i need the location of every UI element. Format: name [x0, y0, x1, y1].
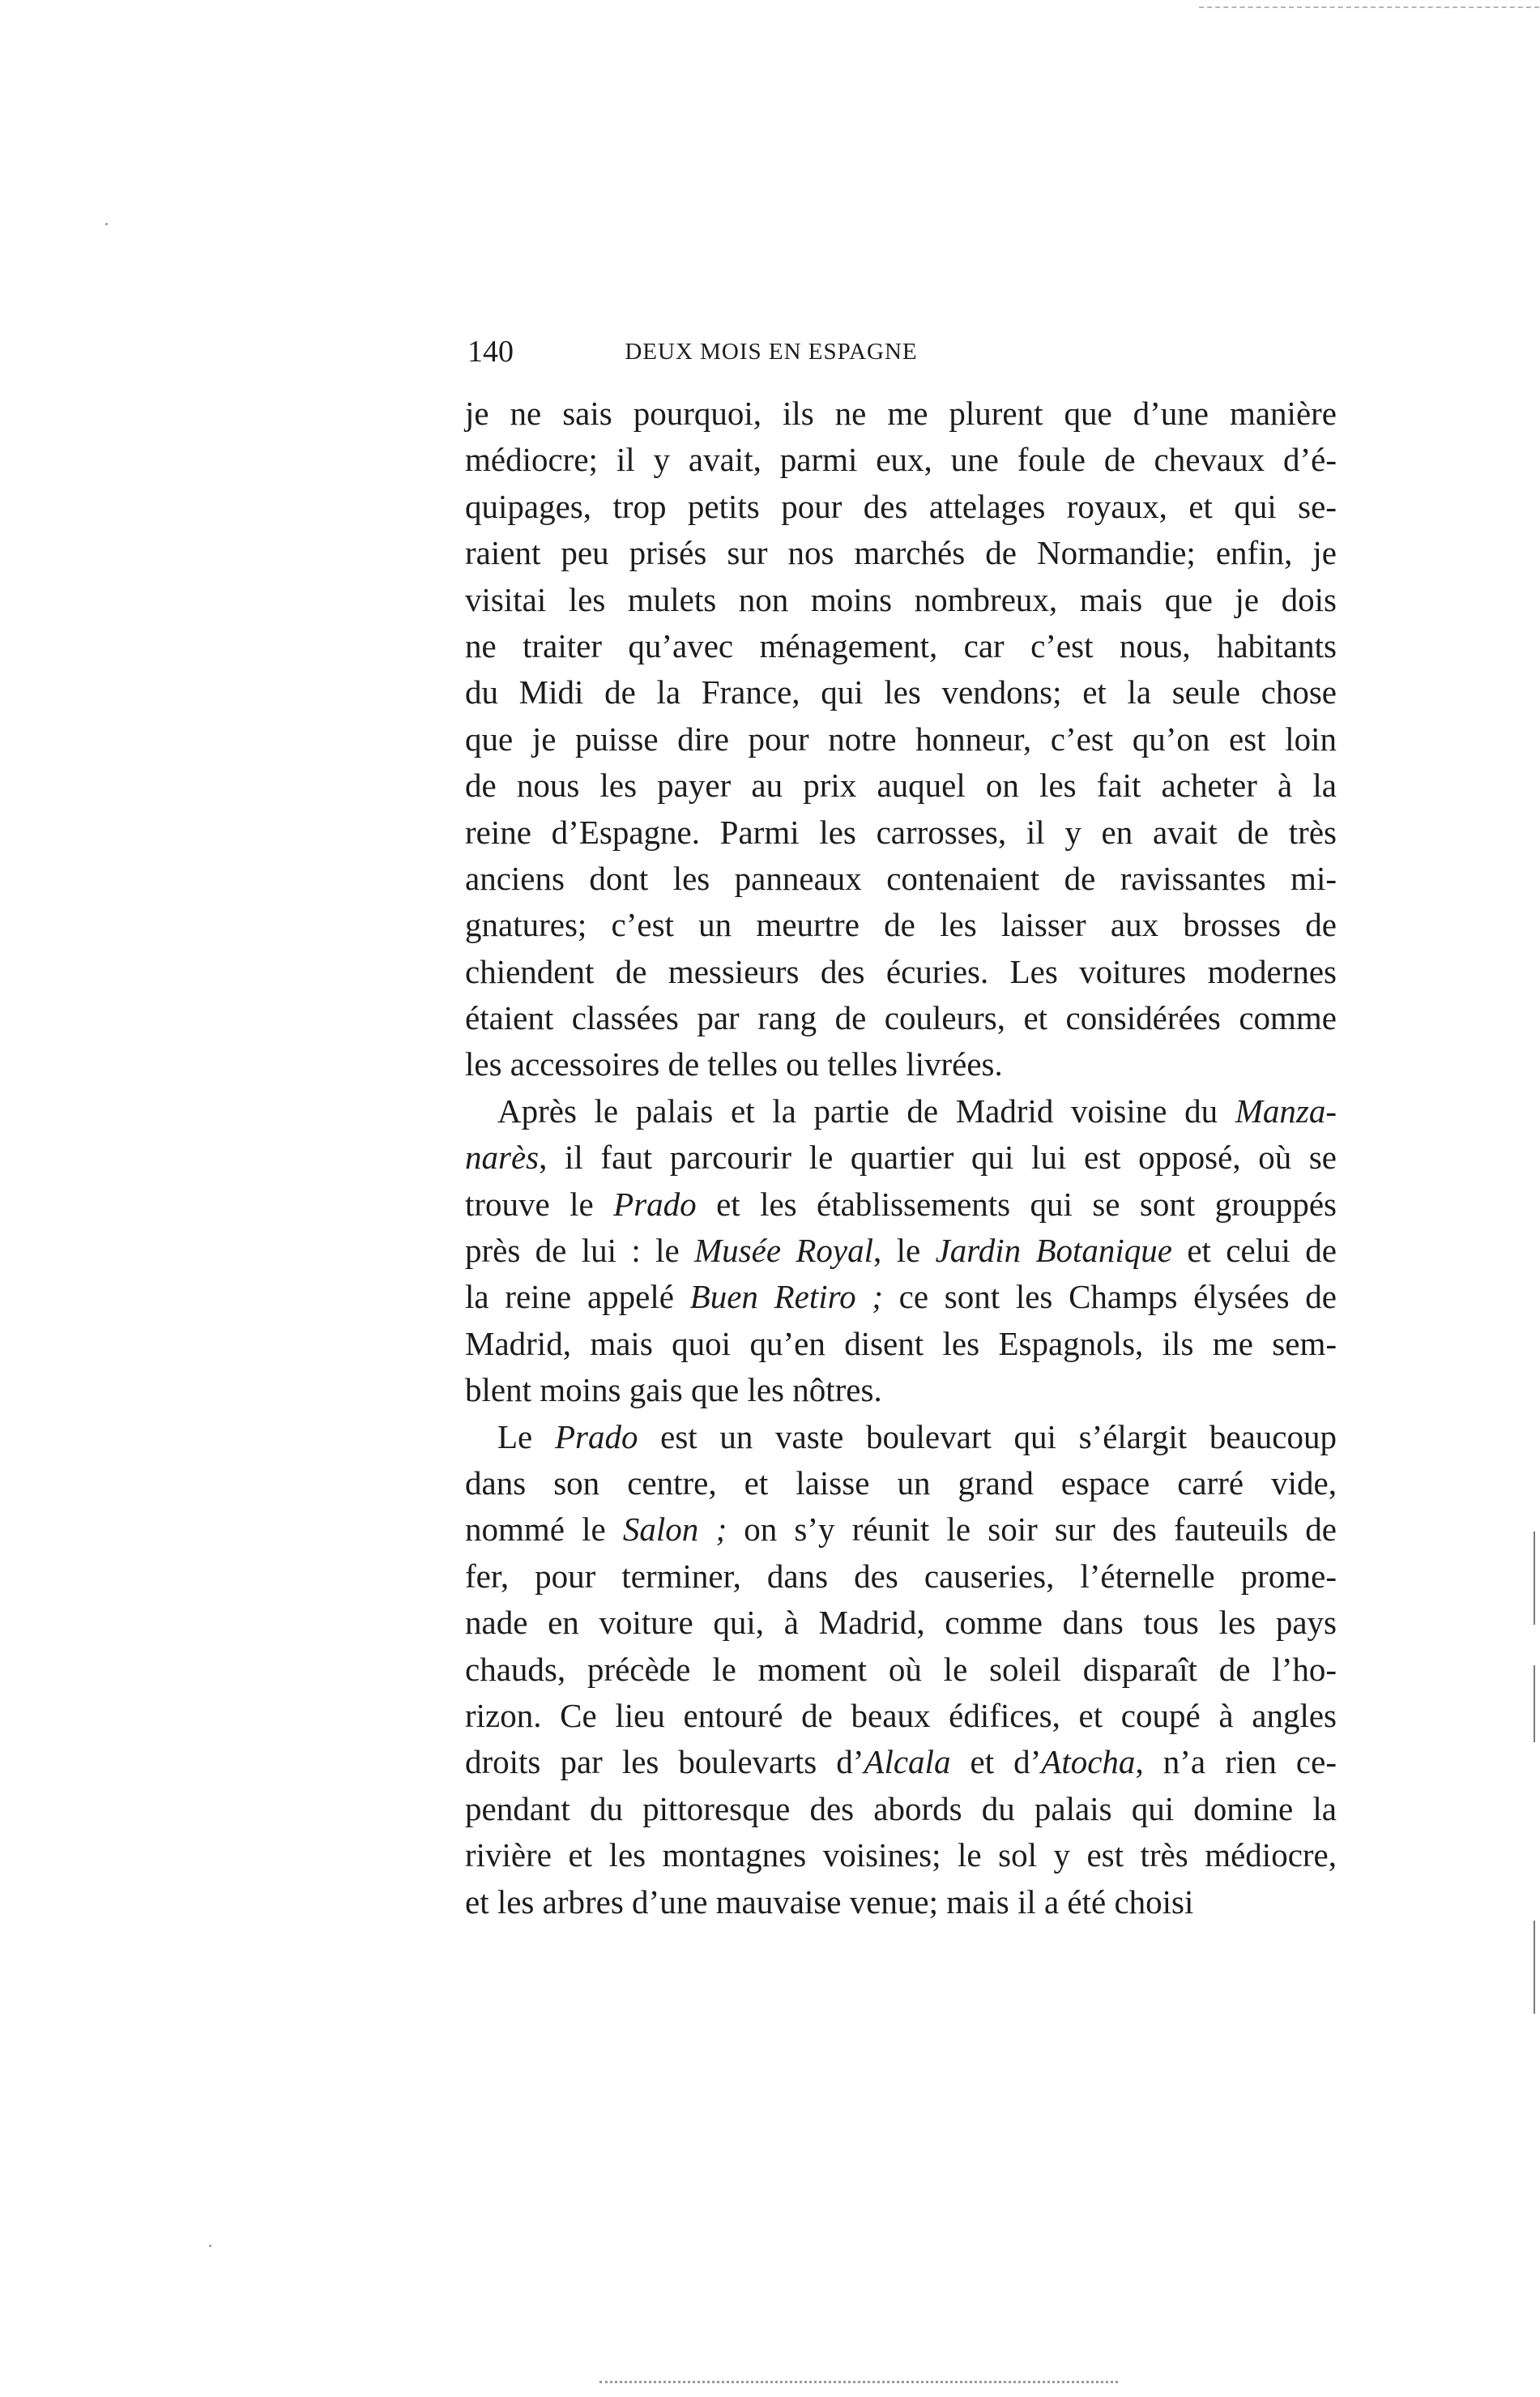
text-line: les accessoires de telles ou telles livrées. [465, 1045, 1003, 1083]
scan-edge-mark [1534, 1665, 1535, 1742]
text-line: que je puisse dire pour notre honneur, c’est qu’on est loin [465, 720, 1337, 758]
text-line: narès, il faut parcourir le quartier qui lui est opposé, où se [465, 1139, 1337, 1177]
scan-top-rule [1199, 6, 1539, 10]
text-line: pendant du pittoresque des abords du palais qui domine la [465, 1789, 1337, 1827]
italic-term: Atocha [1041, 1743, 1136, 1781]
text-line: chauds, précède le moment où le soleil disparaît de l’ho- [465, 1650, 1337, 1688]
text-line: et les arbres d’une mauvaise venue; mais il a été choisi [465, 1882, 1194, 1921]
text-line: Après le palais et la partie de Madrid voisine du Manza- [497, 1092, 1337, 1130]
italic-term: Prado [554, 1417, 638, 1455]
scan-edge-mark [1534, 1532, 1535, 1625]
italic-term: narès [465, 1139, 540, 1177]
text-line: Madrid, mais quoi qu’en disent les Espagnols, ils me sem- [465, 1324, 1337, 1362]
text-line: trouve le Prado et les établissements qui se sont grouppés [465, 1185, 1337, 1223]
body-text [465, 391, 1337, 1925]
italic-term: Salon ; [622, 1510, 727, 1549]
text-line: fer, pour terminer, dans des causeries, l’éternelle prome- [465, 1557, 1337, 1595]
scan-bottom-mark [599, 2381, 1118, 2386]
text-line: rivière et les montagnes voisines; le sol y est très médiocre, [465, 1836, 1337, 1874]
text-line: gnatures; c’est un meurtre de les laisser aux brosses de [465, 906, 1337, 944]
text-line: blent moins gais que les nôtres. [465, 1371, 882, 1409]
text-line: la reine appelé Buen Retiro ; ce sont les Champs élysées de [465, 1278, 1337, 1316]
text-line: de nous les payer au prix auquel on les fait acheter à la [465, 767, 1337, 805]
text-line: droits par les boulevarts d’Alcala et d’Atocha, n’a rien ce- [465, 1743, 1337, 1781]
text-line: nade en voiture qui, à Madrid, comme dans tous les pays [465, 1604, 1337, 1642]
italic-term: Musée Royal [694, 1232, 874, 1270]
text-line: dans son centre, et laisse un grand espace carré vide, [465, 1463, 1337, 1502]
text-line: ne traiter qu’avec ménagement, car c’est nous, habitants [465, 626, 1337, 664]
text-line: près de lui : le Musée Royal, le Jardin Botanique et celui de [465, 1232, 1337, 1270]
text-line: Le Prado est un vaste boulevart qui s’élargit beaucoup [497, 1417, 1337, 1455]
text-line: médiocre; il y avait, parmi eux, une foule de chevaux d’é- [465, 441, 1337, 479]
page-header [467, 329, 1075, 374]
scan-edge-mark [1534, 1921, 1535, 2014]
italic-term: Buen Retiro ; [689, 1278, 883, 1316]
italic-term: Manza- [1235, 1092, 1337, 1130]
italic-term: Alcala [864, 1743, 951, 1781]
text-line: raient peu prisés sur nos marchés de Normandie; enfin, je [465, 534, 1337, 572]
page-number: 140 [467, 335, 514, 369]
scan-speck [209, 2245, 211, 2247]
text-line: quipages, trop petits pour des attelages royaux, et qui se- [465, 487, 1337, 525]
text-line: nommé le Salon ; on s’y réunit le soir sur des fauteuils de [465, 1510, 1337, 1549]
text-line: reine d’Espagne. Parmi les carrosses, il y en avait de très [465, 813, 1337, 851]
text-line: je ne sais pourquoi, ils ne me plurent que d’une manière [465, 395, 1337, 432]
text-line: rizon. Ce lieu entouré de beaux édifices, et coupé à angles [465, 1696, 1337, 1734]
text-line: chiendent de messieurs des écuries. Les voitures modernes [465, 952, 1337, 990]
text-line: du Midi de la France, qui les vendons; et la seule chose [465, 673, 1337, 711]
text-line: anciens dont les panneaux contenaient de ravissantes mi- [465, 859, 1337, 897]
text-line: visitai les mulets non moins nombreux, mais que je dois [465, 580, 1337, 618]
running-head: DEUX MOIS EN ESPAGNE [625, 339, 918, 365]
italic-term: Jardin Botanique [935, 1232, 1172, 1270]
text-line: étaient classées par rang de couleurs, et considérées comme [465, 999, 1337, 1037]
italic-term: Prado [613, 1185, 697, 1223]
scan-speck [105, 223, 108, 225]
